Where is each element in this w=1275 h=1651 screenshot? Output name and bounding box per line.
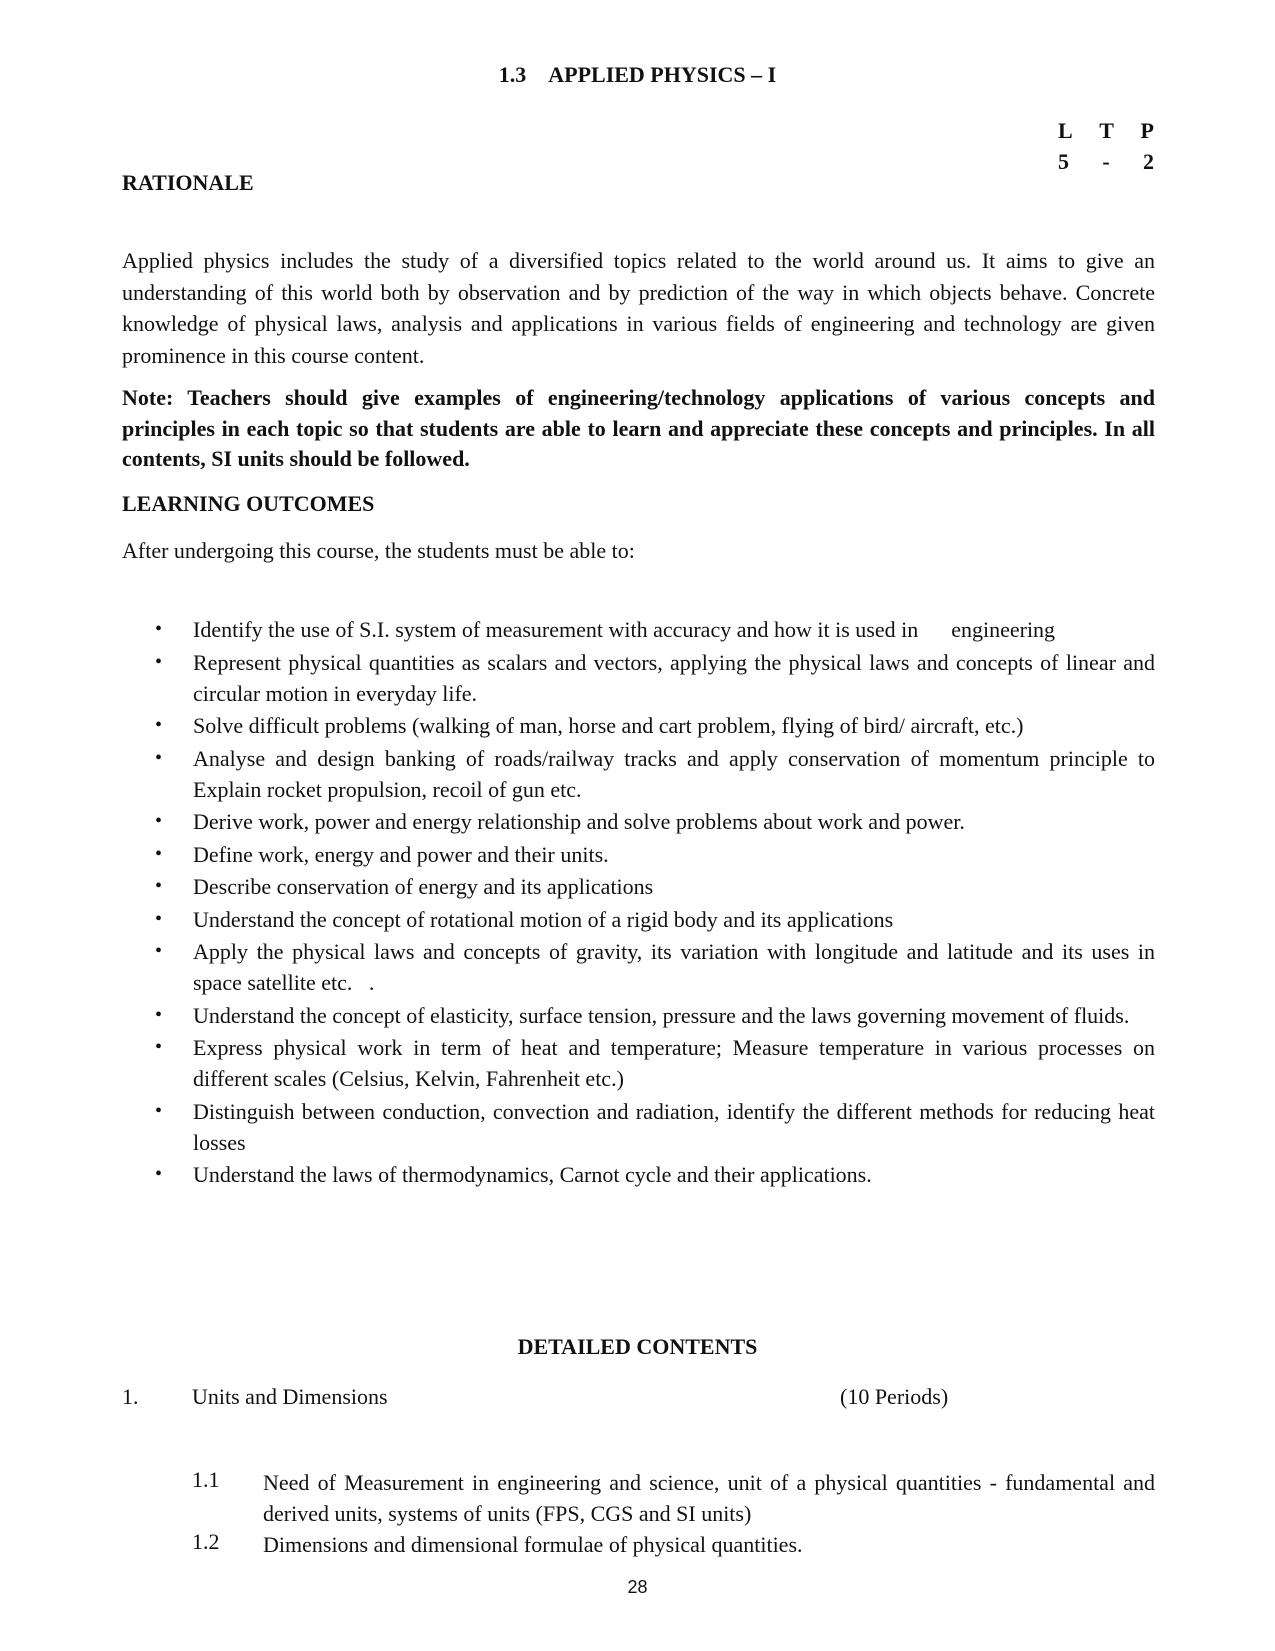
unit-name: Units and Dimensions	[192, 1384, 388, 1409]
list-item: • Distinguish between conduction, convection and radiation, identify the different methods for reducing heat losses	[150, 1096, 1155, 1158]
bullet-icon: •	[155, 618, 163, 640]
list-item: • Understand the concept of rotational motion of a rigid body and its applications	[150, 904, 1155, 935]
unit-periods: (10 Periods)	[840, 1384, 949, 1409]
ltp-values-row	[1058, 146, 1154, 177]
bullet-icon: •	[155, 842, 163, 865]
list-item: • Solve difficult problems (walking of man, horse and cart problem, flying of bird/ aircraft, etc.)	[150, 710, 1155, 741]
ltp-value-p: 2	[1142, 149, 1154, 174]
rationale-text: Applied physics includes the study of a diversified topics related to the world around us. It aims to give an understanding of this world both by observation and by prediction of the way in which objects behave. Concrete knowledge of physical laws, analysis and applications in various fields of engineering and technology are given prominence in this course content.	[122, 248, 1155, 368]
bullet-icon: •	[155, 714, 163, 736]
list-item: • Represent physical quantities as scalars and vectors, applying the physical laws and concepts of linear and circular motion in everyday life.	[150, 647, 1155, 709]
bullet-icon: •	[155, 875, 163, 897]
learning-outcomes-list	[150, 614, 1161, 1192]
page-number: 28	[627, 1577, 648, 1597]
teachers-note: Note: Teachers should give examples of engineering/technology applications of various concepts and principles in each topic so that students are able to learn and appreciate these concepts and principles. In all contents, SI units should be followed.	[122, 385, 1155, 471]
list-item: • Understand the concept of elasticity, surface tension, pressure and the laws governing movement of fluids.	[150, 1000, 1155, 1031]
bullet-icon: •	[155, 907, 163, 930]
bullet-icon: •	[155, 940, 163, 962]
ltp-table	[1058, 115, 1154, 177]
bullet-icon: •	[155, 746, 163, 769]
rationale-heading: RATIONALE	[122, 170, 254, 195]
list-item: • Express physical work in term of heat and temperature; Measure temperature in various processes on different scales (Celsius, Kelvin, Fahrenheit etc.)	[150, 1032, 1155, 1094]
learning-outcomes-intro: After undergoing this course, the students must be able to:	[122, 538, 635, 563]
subitem-number: 1.1	[192, 1467, 220, 1492]
ltp-value-t: -	[1102, 149, 1110, 174]
unit-number: 1.	[122, 1384, 139, 1409]
subitem-text: Dimensions and dimensional formulae of physical quantities.	[263, 1532, 803, 1557]
ltp-label-t: T	[1099, 118, 1114, 143]
bullet-icon: •	[155, 650, 163, 673]
subitem-number: 1.2	[192, 1529, 220, 1554]
bullet-icon: •	[155, 1163, 163, 1185]
detailed-contents-heading: DETAILED CONTENTS	[517, 1334, 758, 1359]
bullet-icon: •	[155, 810, 163, 832]
list-item: • Derive work, power and energy relationship and solve problems about work and power.	[150, 806, 1155, 837]
subitem-row	[192, 1529, 1155, 1561]
bullet-icon: •	[155, 1003, 163, 1026]
list-item: • Analyse and design banking of roads/railway tracks and apply conservation of momentum principle to Explain rocket propulsion, recoil of gun etc.	[150, 743, 1155, 805]
subitem-row	[192, 1467, 1155, 1531]
list-item: • Identify the use of S.I. system of measurement with accuracy and how it is used in engineering	[150, 614, 1155, 645]
ltp-labels-row	[1058, 115, 1154, 146]
bullet-icon: •	[155, 1099, 163, 1122]
ltp-label-l: L	[1058, 118, 1073, 143]
page-title	[0, 62, 1275, 88]
ltp-label-p: P	[1140, 118, 1154, 143]
list-item: • Understand the laws of thermodynamics, Carnot cycle and their applications.	[150, 1159, 1155, 1190]
list-item: • Define work, energy and power and their units.	[150, 839, 1155, 870]
subitem-text: Need of Measurement in engineering and science, unit of a physical quantities - fundamental and derived units, systems of units (FPS, CGS and SI units)	[263, 1470, 1155, 1526]
ltp-value-l: 5	[1058, 149, 1069, 174]
bullet-icon: •	[155, 1036, 163, 1058]
list-item: • Apply the physical laws and concepts of gravity, its variation with longitude and latitude and its uses in space satellite etc. .	[150, 936, 1155, 998]
section-number: 1.3	[498, 62, 527, 87]
learning-outcomes-heading: LEARNING OUTCOMES	[122, 491, 375, 516]
list-item: • Describe conservation of energy and its applications	[150, 871, 1155, 902]
course-title: APPLIED PHYSICS – I	[548, 62, 777, 87]
unit-row	[122, 1384, 1155, 1416]
